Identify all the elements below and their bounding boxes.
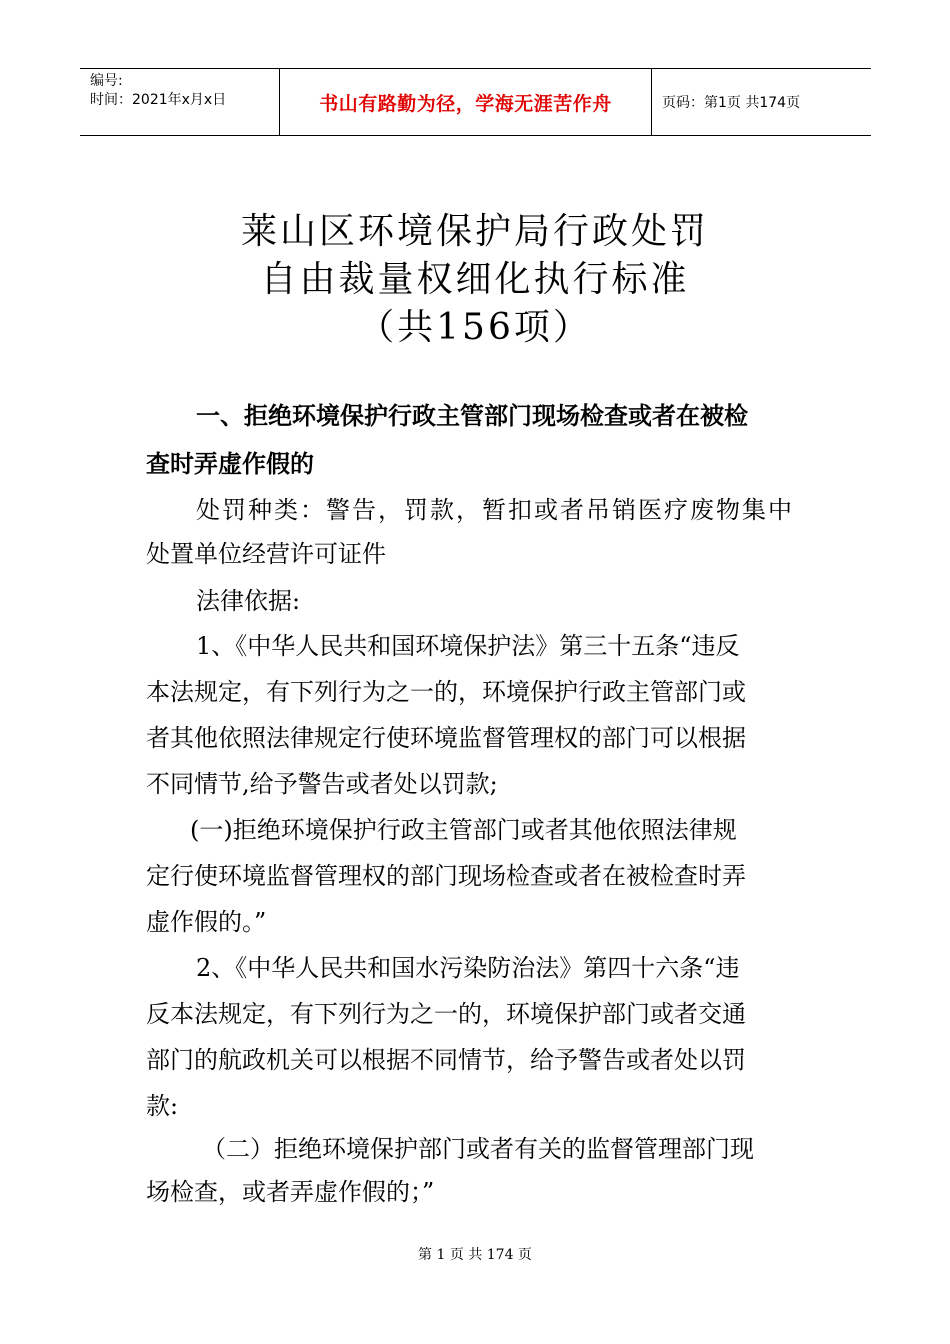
paragraph-2-line-1: (一)拒绝环境保护行政主管部门或者其他依照法律规 bbox=[190, 816, 737, 844]
paragraph-1-line-3: 者其他依照法律规定行使环境监督管理权的部门可以根据 bbox=[146, 724, 746, 752]
header-table bbox=[80, 68, 871, 136]
paragraph-1-line-2: 本法规定，有下列行为之一的，环境保护行政主管部门或 bbox=[146, 678, 746, 706]
paragraph-3-line-2: 反本法规定，有下列行为之一的，环境保护部门或者交通 bbox=[146, 1000, 746, 1028]
paragraph-2-line-3: 虚作假的。” bbox=[146, 908, 267, 936]
section-heading-line-1: 一、拒绝环境保护行政主管部门现场检查或者在被检 bbox=[196, 402, 748, 430]
penalty-type-line-1: 处罚种类：警告，罚款，暂扣或者吊销医疗废物集中 bbox=[196, 496, 794, 524]
legal-basis-label: 法律依据: bbox=[196, 587, 301, 615]
paragraph-3-line-4: 款: bbox=[146, 1092, 179, 1120]
paragraph-1-line-1: 1、《中华人民共和国环境保护法》第三十五条“违反 bbox=[196, 632, 740, 660]
number-label: 编号: bbox=[90, 73, 123, 89]
paragraph-4-line-1: （二）拒绝环境保护部门或者有关的监督管理部门现 bbox=[202, 1135, 754, 1163]
motto-text: 书山有路勤为径，学海无涯苦作舟 bbox=[319, 92, 612, 115]
paragraph-2-line-2: 定行使环境监督管理权的部门现场检查或者在被检查时弄 bbox=[146, 862, 746, 890]
section-heading-line-2: 查时弄虚作假的 bbox=[146, 450, 314, 478]
title-line-2: 自由裁量权细化执行标准 bbox=[260, 259, 690, 300]
header-right-cell bbox=[652, 69, 871, 135]
paragraph-1-line-4: 不同情节,给予警告或者处以罚款; bbox=[146, 770, 498, 798]
page-footer: 第 1 页 共 174 页 bbox=[418, 1247, 532, 1263]
penalty-type-line-2: 处置单位经营许可证件 bbox=[146, 540, 386, 568]
header-left-cell bbox=[80, 69, 280, 135]
paragraph-3-line-3: 部门的航政机关可以根据不同情节，给予警告或者处以罚 bbox=[146, 1046, 746, 1074]
paragraph-4-line-2: 场检查，或者弄虚作假的；” bbox=[146, 1178, 435, 1206]
title-line-3: （共156项） bbox=[358, 307, 592, 348]
header-middle-cell bbox=[280, 69, 652, 135]
page-info: 页码：第1页 共174页 bbox=[662, 95, 801, 111]
title-line-1: 莱山区环境保护局行政处罚 bbox=[240, 211, 709, 252]
time-label: 时间：2021年x月x日 bbox=[90, 92, 227, 108]
paragraph-3-line-1: 2、《中华人民共和国水污染防治法》第四十六条“违 bbox=[196, 954, 740, 982]
